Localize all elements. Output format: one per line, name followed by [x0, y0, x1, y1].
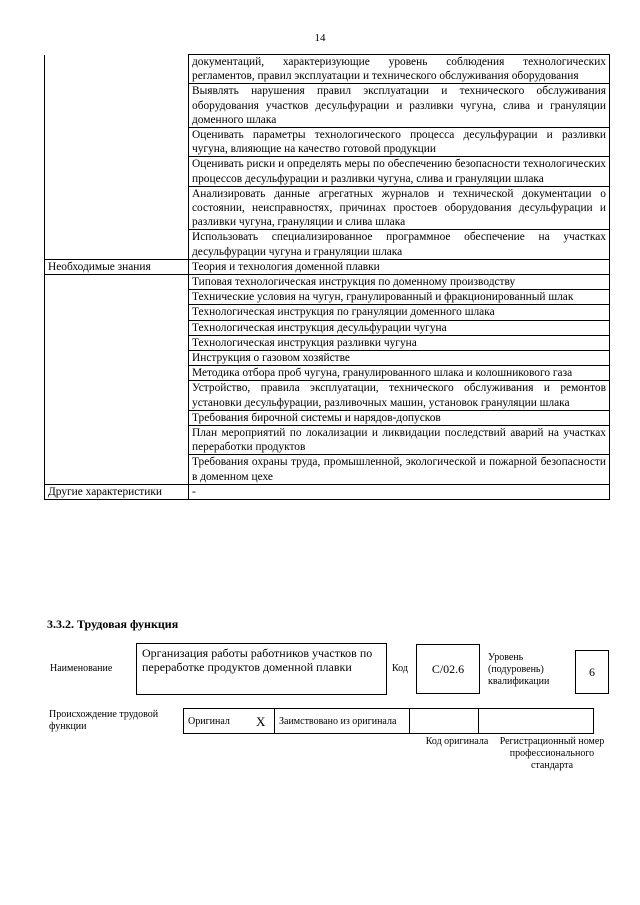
row-label: Другие характеристики	[45, 484, 189, 499]
table-row	[45, 186, 610, 230]
row-value: Оценивать параметры технологического процесса десульфурации и разливки чугуна, влияющие на качество готовой продукции	[189, 128, 610, 157]
table-row	[45, 366, 610, 381]
row-label	[45, 290, 189, 305]
table-row	[45, 157, 610, 186]
table-row	[45, 230, 610, 259]
row-label	[45, 320, 189, 335]
row-label	[45, 455, 189, 484]
row-label	[45, 275, 189, 290]
table-row	[45, 55, 610, 84]
page-number: 14	[314, 32, 326, 44]
table-row	[45, 410, 610, 425]
row-label	[45, 410, 189, 425]
row-value: Использовать специализированное программное обеспечение на участках десульфурации чугуна и грануляции шлака	[189, 230, 610, 259]
row-label	[45, 186, 189, 230]
row-label	[45, 55, 189, 84]
row-value: Технологическая инструкция десульфурации чугуна	[189, 320, 610, 335]
origin-label: Происхождение трудовой функции	[49, 709, 159, 732]
row-label	[45, 426, 189, 455]
name-label: Наименование	[50, 663, 113, 674]
row-value: Теория и технология доменной плавки	[189, 259, 610, 274]
level-box	[575, 650, 609, 694]
origin-table	[183, 708, 594, 734]
original-mark: X	[252, 709, 275, 734]
row-label	[45, 128, 189, 157]
row-value: Требования охраны труда, промышленной, экологической и пожарной безопасности в доменном цехе	[189, 455, 610, 484]
row-value: Требования бирочной системы и нарядов-допусков	[189, 410, 610, 425]
code-box	[416, 644, 480, 694]
table-row	[45, 381, 610, 410]
table-row	[45, 275, 610, 290]
function-name-value: Организация работы работников участков по переработке продуктов доменной плавки	[142, 646, 373, 674]
table-row	[45, 290, 610, 305]
borrowed-label: Заимствовано из оригинала	[275, 709, 410, 734]
table-row	[45, 320, 610, 335]
original-code-caption: Код оригинала	[425, 736, 489, 747]
requirements-table	[44, 54, 610, 500]
original-code-cell	[410, 709, 479, 734]
row-value: документаций, характеризующие уровень соблюдения технологических регламентов, правил эксплуатации и технического обслуживания оборудования	[189, 55, 610, 84]
table-row	[45, 84, 610, 128]
code-label: Код	[392, 663, 408, 674]
row-label	[45, 230, 189, 259]
row-value: Технологическая инструкция разливки чугуна	[189, 335, 610, 350]
table-row	[45, 426, 610, 455]
table-row	[45, 259, 610, 274]
row-value: Технические условия на чугун, гранулированный и фракционированный шлак	[189, 290, 610, 305]
table-row	[45, 351, 610, 366]
code-value: С/02.6	[431, 661, 465, 676]
original-label: Оригинал	[184, 709, 253, 734]
level-value: 6	[589, 664, 595, 679]
row-value: -	[189, 484, 610, 499]
table-row	[45, 484, 610, 499]
row-label	[45, 381, 189, 410]
row-value: Методика отбора проб чугуна, гранулированного шлака и колошникового газа	[189, 366, 610, 381]
table-row	[45, 305, 610, 320]
registration-caption: Регистрационный номер профессионального стандарта	[499, 736, 605, 771]
registration-number-cell	[479, 709, 594, 734]
row-value: Выявлять нарушения правил эксплуатации и технического обслуживания оборудования участков десульфурации и разливки чугуна, слива и грануляции доменного шлака	[189, 84, 610, 128]
row-label	[45, 335, 189, 350]
row-label	[45, 305, 189, 320]
row-label: Необходимые знания	[45, 259, 189, 274]
row-value: Устройство, правила эксплуатации, технического обслуживания и ремонтов установки десульфурации, разливочных машин, установок грануляции шлака	[189, 381, 610, 410]
row-label	[45, 366, 189, 381]
row-value: План мероприятий по локализации и ликвидации последствий аварий на участках переработки продуктов	[189, 426, 610, 455]
level-label: Уровень (подуровень) квалификации	[488, 652, 550, 687]
function-name-box	[136, 643, 387, 695]
row-label	[45, 84, 189, 128]
row-value: Технологическая инструкция по грануляции доменного шлака	[189, 305, 610, 320]
section-title: 3.3.2. Трудовая функция	[47, 617, 179, 631]
table-row	[45, 128, 610, 157]
row-label	[45, 157, 189, 186]
row-value: Анализировать данные агрегатных журналов и технической документации о состоянии, неисправностях, причинах простоев оборудования десульфурации и разливки чугуна, грануляции и слива шлака	[189, 186, 610, 230]
table-row	[45, 455, 610, 484]
row-value: Инструкция о газовом хозяйстве	[189, 351, 610, 366]
row-label	[45, 351, 189, 366]
table-row	[45, 335, 610, 350]
row-value: Типовая технологическая инструкция по доменному производству	[189, 275, 610, 290]
row-value: Оценивать риски и определять меры по обеспечению безопасности технологических процессов десульфурации и разливки чугуна, слива и грануляции шлака	[189, 157, 610, 186]
